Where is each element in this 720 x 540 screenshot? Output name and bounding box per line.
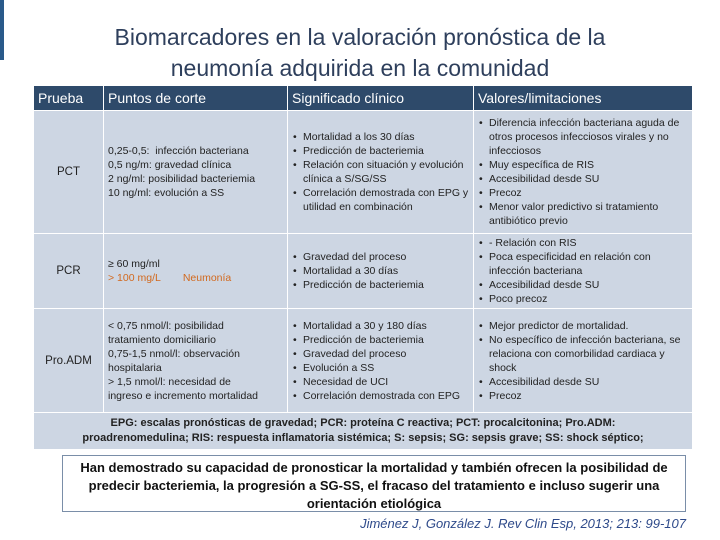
header-clinical: Significado clínico (288, 86, 474, 111)
value-item: • Accesibilidad desde SU (489, 172, 688, 186)
cutoffs-cell (104, 309, 288, 413)
clinical-item: • Predicción de bacteriemia (303, 144, 469, 158)
cutoff-line: tratamiento domiciliario (108, 333, 216, 346)
value-item: • Accesibilidad desde SU (489, 278, 688, 292)
cutoff-line: ≥ 60 mg/ml (108, 258, 160, 270)
value-item: • Diferencia infección bacteriana aguda de otros procesos infecciosos virales y no infecciosos (489, 116, 688, 158)
clinical-cell (288, 234, 474, 309)
table-row-pcr (34, 234, 693, 309)
test-name: Pro.ADM (34, 309, 104, 413)
abbreviations-footnote (34, 413, 693, 450)
test-name: PCR (34, 234, 104, 309)
value-item: • Mejor predictor de mortalidad. (489, 319, 688, 333)
cutoffs-cell (104, 111, 288, 234)
clinical-item: • Mortalidad a los 30 días (303, 130, 469, 144)
clinical-item: • Gravedad del proceso (303, 347, 469, 361)
value-item: • Poco precoz (489, 292, 688, 306)
clinical-item: • Evolución a SS (303, 361, 469, 375)
cutoff-label: Neumonía (182, 272, 232, 284)
cutoff-line: 0,5 ng/m: gravedad clínica (108, 159, 232, 171)
cutoff-line: 0,25-0,5: infección bacteriana (108, 145, 249, 157)
clinical-cell (288, 309, 474, 413)
value-item: • No específico de infección bacteriana, se relaciona con comorbilidad cardiaca y shock (489, 333, 688, 375)
footnote-line-2: proadrenomedulina; RIS: respuesta inflamatoria sistémica; S: sepsis; SG: sepsis grave; SS: shock séptico; (82, 432, 644, 444)
summary-box: Han demostrado su capacidad de pronosticar la mortalidad y también ofrecen la posibilidad de predecir bacteriemia, la progresión a SG-SS, el fracaso del tratamiento e incluso sugerir una orientación etiológica (62, 455, 686, 512)
header-cutoffs: Puntos de corte (104, 86, 288, 111)
cutoff-line: ingreso e incremento mortalidad (108, 389, 258, 402)
clinical-item: • Correlación demostrada con EPG (303, 389, 469, 403)
table-footnote-row (34, 413, 693, 450)
value-item: • Precoz (489, 186, 688, 200)
title-line-1: Biomarcadores en la valoración pronóstica de la (114, 24, 606, 50)
value-item: • Accesibilidad desde SU (489, 375, 688, 389)
values-cell (474, 309, 693, 413)
citation: Jiménez J, González J. Rev Clin Esp, 2013; 213: 99-107 (360, 516, 686, 531)
clinical-item: • Correlación demostrada con EPG y utilidad en combinación (303, 186, 469, 214)
value-item: • Precoz (489, 389, 688, 403)
title-line-2: neumonía adquirida en la comunidad (170, 55, 550, 81)
cutoff-line: < 0,75 nmol/l: posibilidad (108, 319, 224, 332)
cutoff-line-highlight (108, 271, 283, 285)
cutoff-line: 0,75-1,5 nmol/l: observación (108, 347, 240, 360)
value-item: • Poca especificidad en relación con infección bacteriana (489, 250, 688, 278)
table-header-row (34, 86, 693, 111)
cutoff-line: 2 ng/ml: posibilidad bacteriemia (108, 173, 256, 185)
values-cell (474, 111, 693, 234)
clinical-cell (288, 111, 474, 234)
clinical-item: • Gravedad del proceso (303, 250, 469, 264)
value-item: • Muy específica de RIS (489, 158, 688, 172)
value-item: • - Relación con RIS (489, 236, 688, 250)
value-item: • Menor valor predictivo si tratamiento antibiótico previo (489, 200, 688, 228)
table-row-pct (34, 111, 693, 234)
header-values: Valores/limitaciones (474, 86, 693, 111)
header-test: Prueba (34, 86, 104, 111)
cutoffs-cell (104, 234, 288, 309)
clinical-item: • Relación con situación y evolución clínica a S/SG/SS (303, 158, 469, 186)
clinical-item: • Necesidad de UCI (303, 375, 469, 389)
table-row-proadm (34, 309, 693, 413)
cutoff-line: 10 ng/ml: evolución a SS (108, 187, 225, 199)
slide-title (0, 22, 720, 84)
test-name: PCT (34, 111, 104, 234)
cutoff-line: hospitalaria (108, 361, 162, 374)
clinical-item: • Predicción de bacteriemia (303, 278, 469, 292)
biomarker-table (33, 85, 692, 450)
values-cell (474, 234, 693, 309)
footnote-line-1: EPG: escalas pronósticas de gravedad; PCR: proteína C reactiva; PCT: procalcitonina; Pro.ADM: (110, 417, 616, 429)
cutoff-value: > 100 mg/L (108, 272, 161, 284)
cutoff-line: > 1,5 nmol/l: necesidad de (108, 375, 231, 388)
clinical-item: • Mortalidad a 30 y 180 días (303, 319, 469, 333)
clinical-item: • Mortalidad a 30 días (303, 264, 469, 278)
clinical-item: • Predicción de bacteriemia (303, 333, 469, 347)
